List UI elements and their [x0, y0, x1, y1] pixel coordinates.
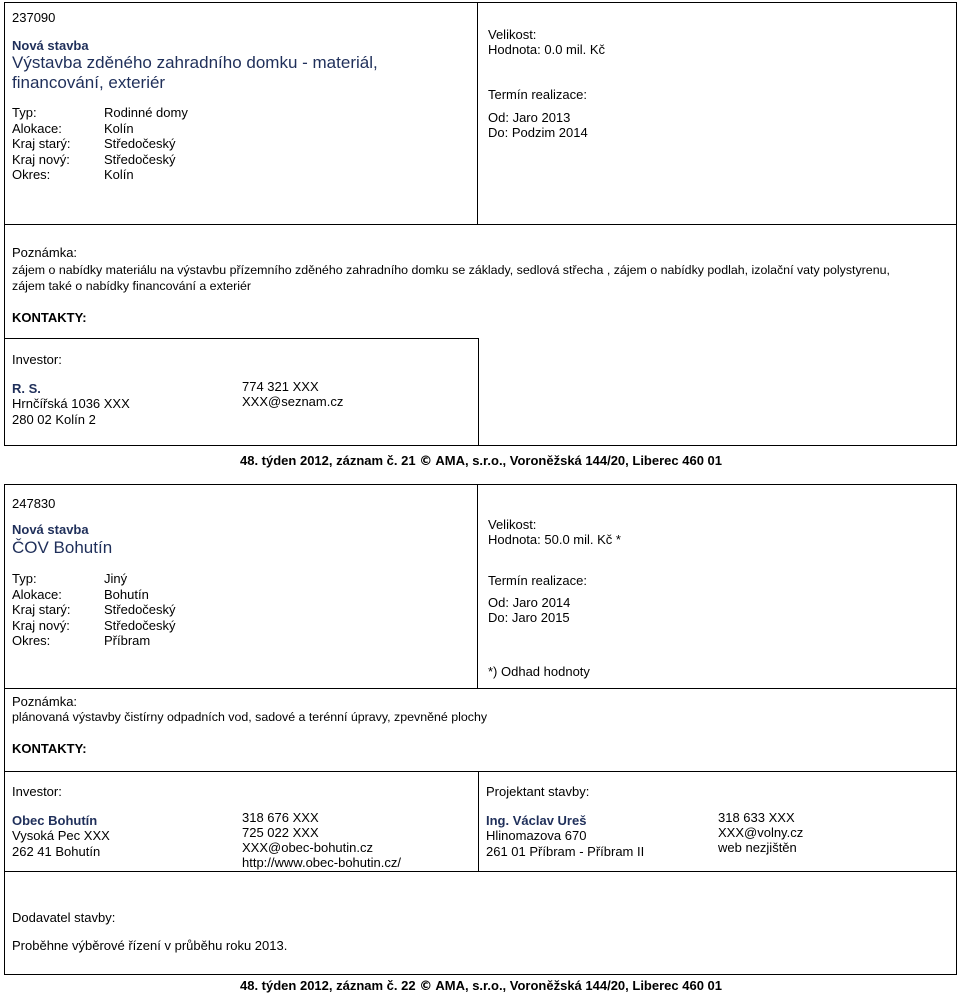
record2-designer-email: XXX@volny.cz [718, 825, 804, 840]
record2-contacts-heading: KONTAKTY: [12, 741, 87, 756]
record2-investor-phone2: 725 022 XXX [242, 825, 319, 840]
attr-label-type: Typ: [12, 571, 37, 586]
attr-value-type: Rodinné domy [104, 105, 188, 120]
attr-value-allocation: Kolín [104, 120, 134, 136]
record1-investor-email: XXX@seznam.cz [242, 394, 344, 409]
record2-attr-values [104, 571, 176, 649]
record2-term-from: Od: Jaro 2014 [488, 595, 571, 610]
record1-title-line2: financování, exteriér [12, 73, 166, 92]
record2-note-label: Poznámka: [12, 694, 78, 709]
attr-label-type: Typ: [12, 105, 37, 120]
copyright-icon: © [419, 979, 433, 994]
record1-investor-label: Investor: [12, 352, 62, 367]
attr-value-type: Jiný [104, 571, 128, 586]
record2-footer [240, 978, 722, 994]
record2-value: Hodnota: 50.0 mil. Kč * [488, 532, 621, 547]
record2-estimate-note: *) Odhad hodnoty [488, 664, 590, 679]
record1-note-line2: zájem také o nabídky financování a exteriér [12, 279, 251, 293]
record1-contacts-heading: KONTAKTY: [12, 310, 87, 325]
record1-attr-values [104, 105, 188, 183]
record2-investor-label: Investor: [12, 784, 62, 799]
record2-supplier-label: Dodavatel stavby: [12, 910, 116, 925]
record1-footer [240, 453, 722, 469]
attr-label-new-region: Kraj nový: [12, 151, 70, 167]
record2-designer-street: Hlinomazova 670 [486, 828, 587, 843]
record1-category: Nová stavba [12, 38, 89, 53]
record2-investor-web: http://www.obec-bohutin.cz/ [242, 855, 401, 870]
record1-term-label: Termín realizace: [488, 87, 587, 102]
record1-investor-street: Hrnčířská 1036 XXX [12, 396, 130, 411]
record1-id: 237090 [12, 10, 56, 25]
footer-issue: 48. týden 2012, záznam č. 22 [240, 978, 416, 993]
record2-investor-street: Vysoká Pec XXX [12, 828, 110, 843]
attr-label-district: Okres: [12, 167, 51, 182]
record1-note-line1: zájem o nabídky materiálu na výstavbu přízemního zděného zahradního domku se základy, sedlová střecha , zájem o nabídky podlah, izolační vaty polystyrenu, [12, 263, 890, 277]
attr-value-new-region: Středočeský [104, 617, 176, 633]
record2-divider [4, 688, 957, 689]
record1-note-label: Poznámka: [12, 245, 78, 260]
attr-value-district: Kolín [104, 167, 134, 182]
record1-investor-phone: 774 321 XXX [242, 379, 319, 394]
record2-investor-phone1: 318 676 XXX [242, 810, 319, 825]
record1-term-to: Do: Podzim 2014 [488, 125, 588, 140]
record2-designer-web: web nezjištěn [718, 840, 797, 855]
footer-company: AMA, s.r.o., Voroněžská 144/20, Liberec 460 01 [435, 978, 722, 993]
record2-designer-label: Projektant stavby: [486, 784, 590, 799]
record2-note-line1: plánovaná výstavby čistírny odpadních vod, sadové a terénní úpravy, zpevněné plochy [12, 710, 488, 724]
record2-term-label: Termín realizace: [488, 573, 587, 588]
attr-value-old-region: Středočeský [104, 602, 176, 617]
record2-attr-labels [12, 571, 71, 649]
record2-id: 247830 [12, 496, 56, 511]
footer-issue: 48. týden 2012, záznam č. 21 [240, 453, 416, 468]
record2-term-to: Do: Jaro 2015 [488, 610, 570, 625]
attr-value-old-region: Středočeský [104, 136, 176, 151]
record2-designer-phone: 318 633 XXX [718, 810, 795, 825]
record1-attr-labels [12, 105, 71, 183]
record1-column-divider [477, 2, 478, 224]
attr-label-new-region: Kraj nový: [12, 617, 70, 633]
record2-investor-name: Obec Bohutín [12, 813, 98, 828]
record2-size-label: Velikost: [488, 517, 537, 532]
record1-divider [4, 224, 957, 225]
attr-value-allocation: Bohutín [104, 586, 149, 602]
record1-value: Hodnota: 0.0 mil. Kč [488, 42, 606, 57]
record2-designer-name: Ing. Václav Ureš [486, 813, 587, 828]
attr-value-new-region: Středočeský [104, 151, 176, 167]
record1-title-line1: Výstavba zděného zahradního domku - materiál, [12, 53, 378, 72]
record1-investor-city: 280 02 Kolín 2 [12, 412, 96, 427]
record2-title: ČOV Bohutín [12, 538, 113, 557]
record2-investor-email: XXX@obec-bohutin.cz [242, 840, 373, 855]
attr-value-district: Příbram [104, 633, 151, 648]
attr-label-district: Okres: [12, 633, 51, 648]
attr-label-allocation: Alokace: [12, 120, 62, 136]
record1-investor-name: R. S. [12, 381, 41, 396]
record1-term-from: Od: Jaro 2013 [488, 110, 571, 125]
footer-company: AMA, s.r.o., Voroněžská 144/20, Liberec 460 01 [435, 453, 722, 468]
attr-label-allocation: Alokace: [12, 586, 62, 602]
record2-category: Nová stavba [12, 522, 89, 537]
record2-investor-city: 262 41 Bohutín [12, 844, 101, 859]
record2-supplier-text: Proběhne výběrové řízení v průběhu roku 2013. [12, 938, 288, 953]
attr-label-old-region: Kraj starý: [12, 136, 71, 151]
record2-designer-city: 261 01 Příbram - Příbram II [486, 844, 645, 859]
record1-size-label: Velikost: [488, 27, 537, 42]
attr-label-old-region: Kraj starý: [12, 602, 71, 617]
copyright-icon: © [419, 454, 433, 469]
record-247830 [4, 484, 957, 975]
record2-column-divider [477, 484, 478, 689]
